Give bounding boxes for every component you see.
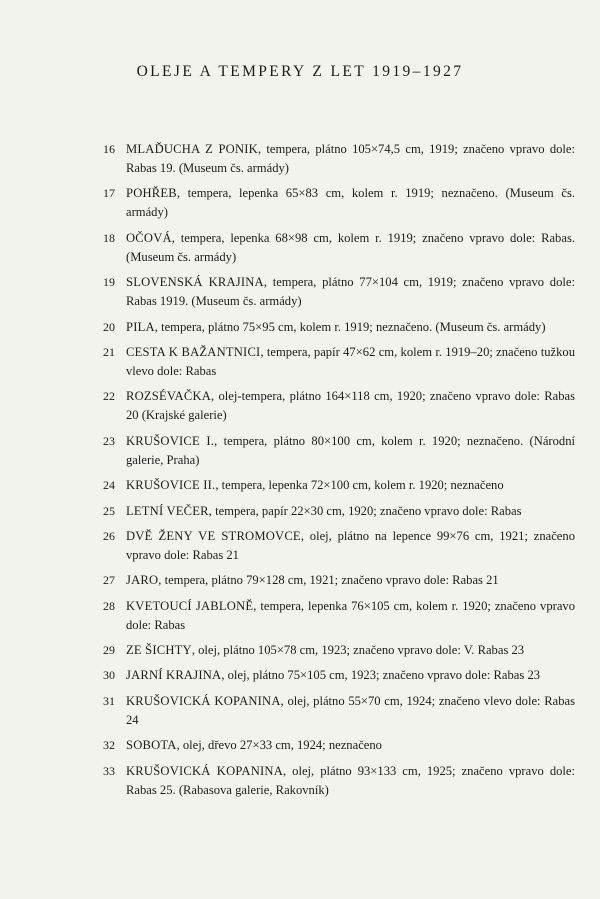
catalog-entry — [103, 318, 575, 337]
entry-description: , tempera, plátno 80×100 cm, kolem r. 1920; neznačeno. (Národní galerie, Praha) — [126, 433, 575, 467]
entry-title: KRUŠOVICKÁ KOPANINA — [126, 763, 283, 778]
entry-title: SLOVENSKÁ KRAJINA — [126, 275, 264, 290]
entry-number: 16 — [103, 142, 115, 156]
entry-title: PILA — [126, 319, 155, 334]
entry-text — [126, 571, 575, 590]
entry-title: JARO — [126, 573, 159, 588]
page-title: OLEJE A TEMPERY Z LET 1919–1927 — [136, 63, 464, 80]
entry-number: 23 — [103, 433, 115, 448]
entry-description: , tempera, lepenka 65×83 cm, kolem r. 1919; neznačeno. (Museum čs. armády) — [126, 186, 575, 220]
catalog-entry — [103, 527, 575, 565]
catalog-entry — [103, 597, 575, 635]
entry-title: LETNÍ VEČER — [126, 503, 209, 518]
entry-description: , tempera, plátno 105×74,5 cm, 1919; značeno vpravo dole: Rabas 19. (Museum čs. armády) — [126, 142, 576, 175]
entry-number: 25 — [103, 503, 115, 518]
catalog-entry — [103, 387, 575, 425]
entry-number: 32 — [103, 738, 115, 753]
catalog-entry — [103, 641, 575, 660]
entry-text — [126, 527, 575, 565]
entry-text — [126, 597, 575, 635]
entry-number: 31 — [103, 693, 115, 708]
entry-description: , olej, plátno 75×105 cm, 1923; značeno vpravo dole: Rabas 23 — [221, 668, 541, 683]
entry-text — [126, 502, 575, 521]
entry-title: KRUŠOVICE II. — [126, 478, 216, 493]
catalog-entry — [103, 432, 575, 470]
catalog-entry — [103, 666, 575, 685]
catalog-entry — [103, 736, 575, 755]
entry-description: , olej, dřevo 27×33 cm, 1924; neznačeno — [176, 738, 382, 753]
catalog-entry — [103, 273, 575, 311]
entry-text — [126, 273, 575, 311]
entry-number: 33 — [103, 763, 115, 778]
catalog-entry — [103, 762, 575, 800]
entry-number: 27 — [103, 573, 115, 588]
entry-description: , olej, plátno 93×133 cm, 1925; značeno vpravo dole: Rabas 25. (Rabasova galerie, Rakovník) — [126, 763, 576, 797]
entry-title: ZE ŠICHTY — [126, 643, 192, 658]
entry-number: 21 — [103, 344, 115, 359]
entry-text — [126, 184, 575, 222]
entry-title: KVETOUCÍ JABLONĚ — [126, 598, 254, 613]
entry-description: , tempera, lepenka 76×105 cm, kolem r. 1920; značeno vpravo dole: Rabas — [126, 598, 576, 632]
entry-text — [126, 762, 575, 800]
catalog-entry — [103, 476, 575, 495]
entry-description: , tempera, plátno 79×128 cm, 1921; značeno vpravo dole: Rabas 21 — [158, 573, 499, 588]
entry-description: , olej, plátno 55×70 cm, 1924; značeno vlevo dole: Rabas 24 — [126, 693, 576, 727]
entry-text — [126, 476, 575, 495]
entry-number: 30 — [103, 668, 115, 683]
entry-title: POHŘEB — [126, 186, 177, 201]
entry-title: JARNÍ KRAJINA — [126, 668, 222, 683]
catalog-entry — [103, 343, 575, 381]
entry-text — [126, 692, 575, 730]
entry-title: MLAĎUCHA Z PONIK — [126, 142, 258, 156]
entry-text — [126, 432, 575, 470]
entry-number: 22 — [103, 389, 115, 404]
catalog-list — [103, 140, 575, 806]
entry-number: 17 — [103, 186, 115, 201]
entry-number: 28 — [103, 598, 115, 613]
entry-number: 19 — [103, 275, 115, 290]
entry-description: , olej-tempera, plátno 164×118 cm, 1920; značeno vpravo dole: Rabas 20 (Krajské galerie) — [126, 389, 575, 423]
catalog-entry — [103, 692, 575, 730]
entry-description: , tempera, papír 47×62 cm, kolem r. 1919–20; značeno tužkou vlevo dole: Rabas — [126, 344, 576, 378]
entry-text — [126, 387, 575, 425]
entry-title: DVĚ ŽENY VE STROMOVCE — [126, 528, 301, 543]
entry-number: 20 — [103, 319, 115, 334]
entry-title: SOBOTA — [126, 738, 177, 753]
entry-title: KRUŠOVICE I. — [126, 433, 215, 448]
entry-description: , tempera, plátno 77×104 cm, 1919; značeno vpravo dole: Rabas 1919. (Museum čs. armády) — [126, 275, 575, 309]
entry-title: KRUŠOVICKÁ KOPANINA — [126, 693, 281, 708]
entry-number: 24 — [103, 478, 115, 493]
entry-text — [126, 140, 575, 178]
catalog-entry — [103, 184, 575, 222]
entry-text — [126, 229, 575, 267]
catalog-entry — [103, 140, 575, 178]
entry-number: 26 — [103, 528, 115, 543]
entry-description: , olej, plátno na lepence 99×76 cm, 1921; značeno vpravo dole: Rabas 21 — [126, 528, 575, 562]
entry-title: CESTA K BAŽANTNICI — [126, 344, 261, 359]
entry-text — [126, 343, 575, 381]
entry-description: , tempera, plátno 75×95 cm, kolem r. 1919; neznačeno. (Museum čs. armády) — [154, 319, 546, 334]
entry-title: OČOVÁ — [126, 230, 172, 245]
catalog-entry — [103, 571, 575, 590]
entry-description: , tempera, lepenka 72×100 cm, kolem r. 1920; neznačeno — [215, 478, 504, 493]
entry-description: , tempera, papír 22×30 cm, 1920; značeno vpravo dole: Rabas — [208, 503, 522, 518]
catalog-entry — [103, 229, 575, 267]
entry-text — [126, 666, 575, 685]
entry-description: , olej, plátno 105×78 cm, 1923; značeno vpravo dole: V. Rabas 23 — [191, 643, 525, 658]
entry-text — [126, 318, 575, 337]
entry-number: 18 — [103, 230, 115, 245]
entry-title: ROZSÉVAČKA — [126, 389, 212, 404]
entry-text — [126, 641, 575, 660]
entry-number: 29 — [103, 643, 115, 658]
catalog-entry — [103, 502, 575, 521]
entry-text — [126, 736, 575, 755]
entry-description: , tempera, lepenka 68×98 cm, kolem r. 1919; značeno vpravo dole: Rabas. (Museum čs. armády) — [126, 230, 575, 264]
